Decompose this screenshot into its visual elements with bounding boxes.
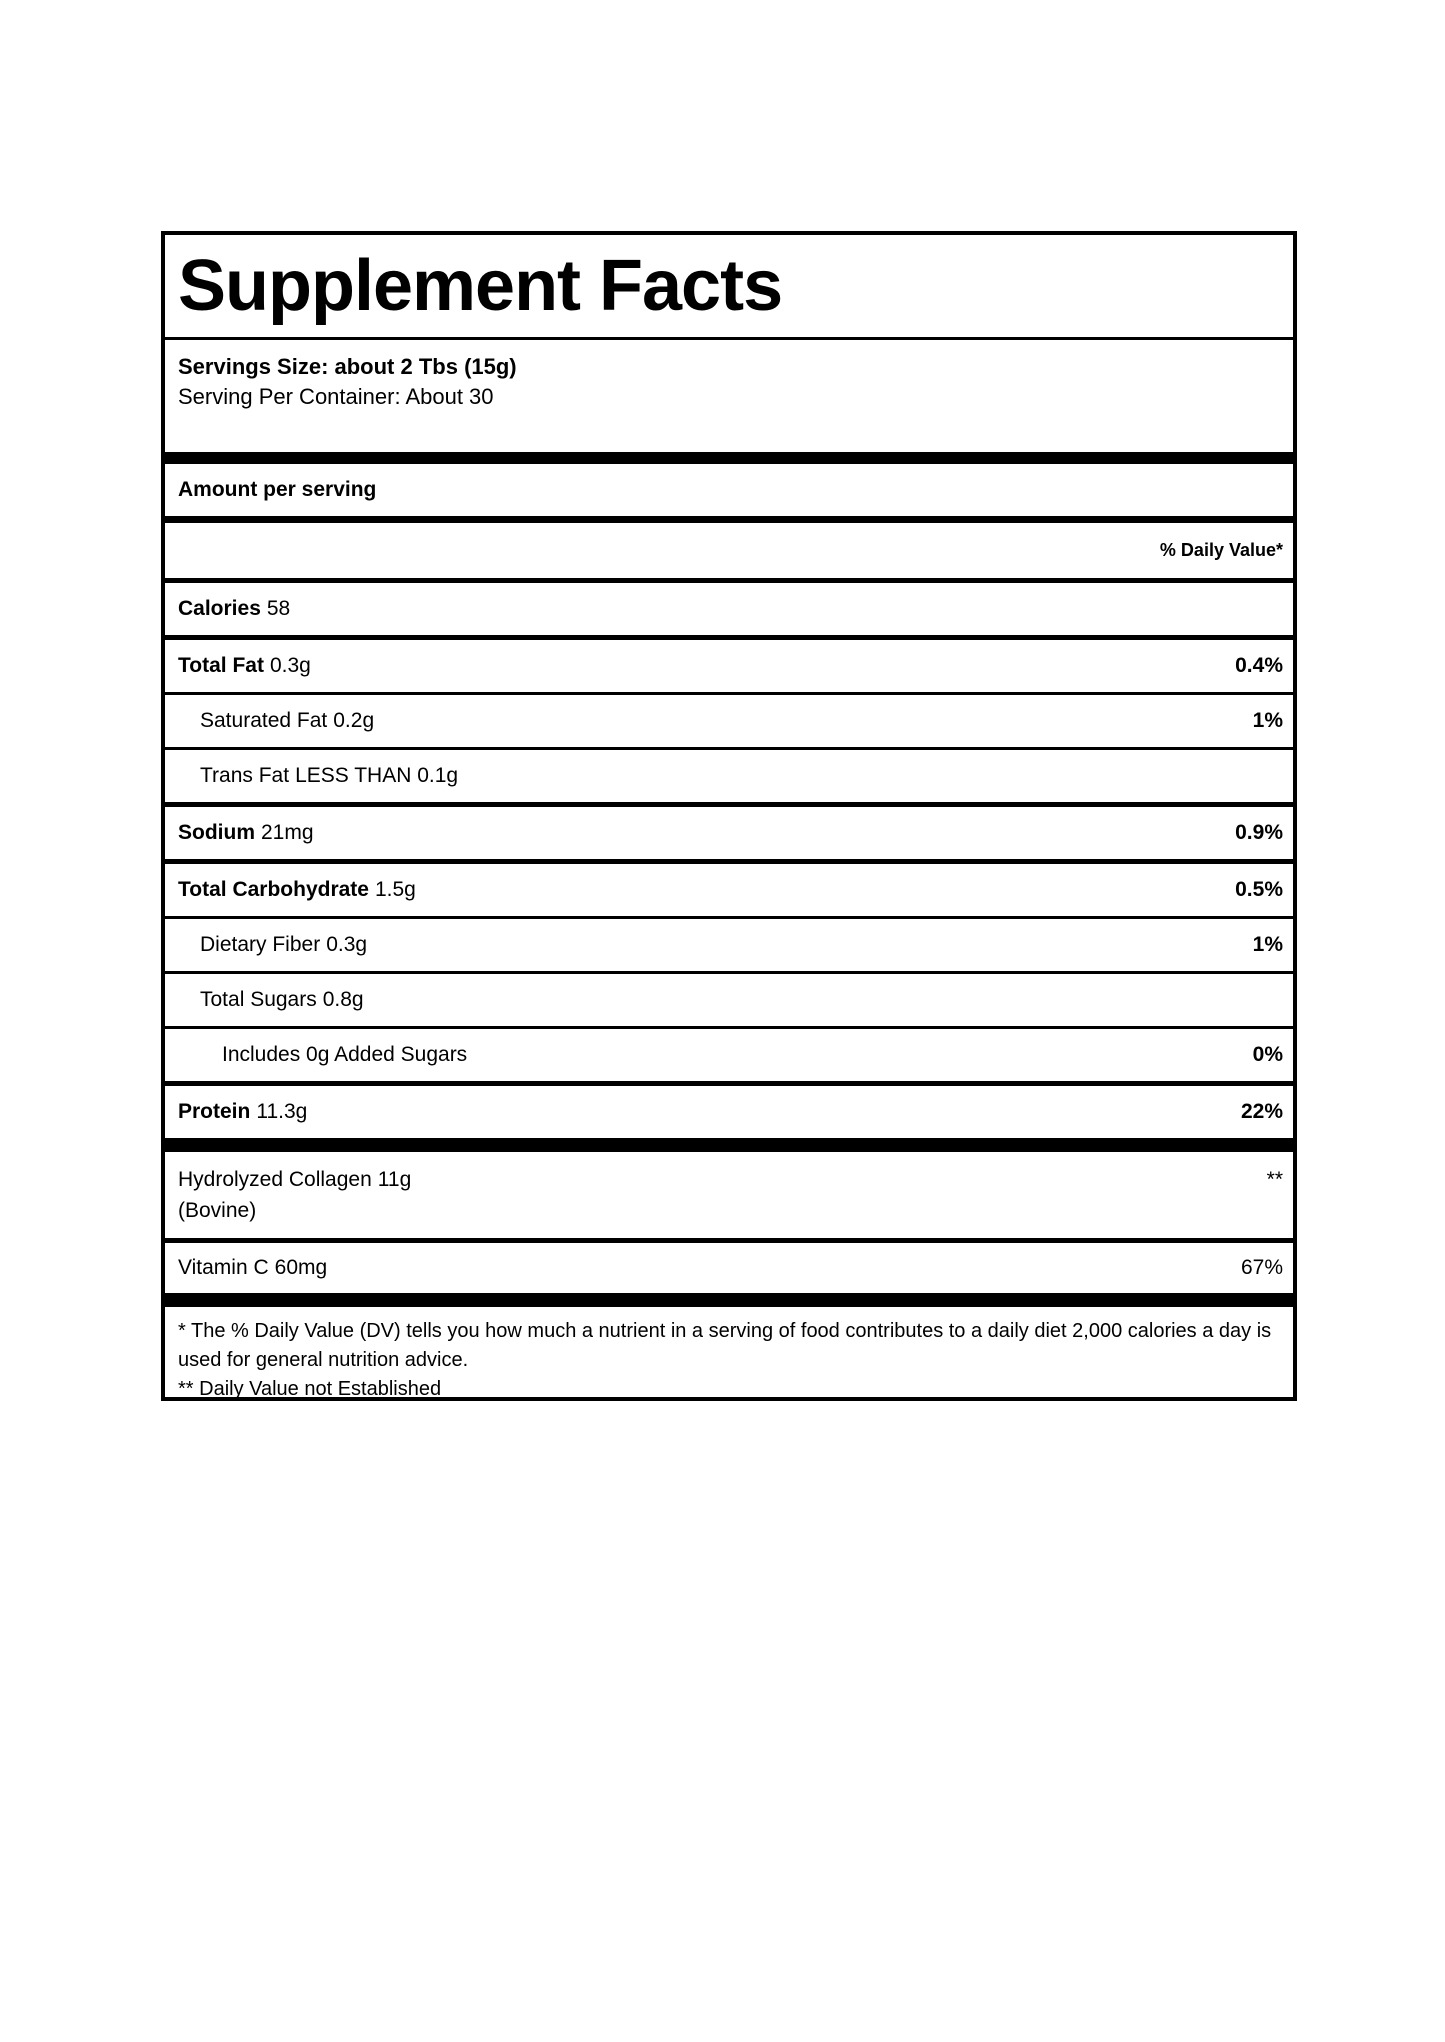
nutrient-amount: 21mg bbox=[261, 821, 314, 844]
separator-bar bbox=[165, 452, 1293, 464]
label-title: Supplement Facts bbox=[178, 246, 783, 326]
nutrient-name: Includes 0g Added Sugars bbox=[222, 1043, 468, 1066]
daily-value: 67% bbox=[1240, 1256, 1283, 1279]
footnote-daily-value-text: * The % Daily Value (DV) tells you how much a nutrient in a serving of food contributes to a daily diet 2,000 calories a day is used for general nutrition advice. bbox=[178, 1320, 1272, 1371]
row-trans-fat bbox=[165, 747, 1293, 802]
daily-value: ** bbox=[1266, 1168, 1283, 1191]
nutrient-amount: LESS THAN 0.1g bbox=[295, 764, 459, 787]
row-sodium bbox=[165, 802, 1293, 859]
amount-per-serving-heading: Amount per serving bbox=[178, 478, 377, 501]
nutrient-amount: 0.3g bbox=[326, 933, 368, 956]
nutrient-amount: 11g bbox=[377, 1168, 412, 1191]
row-hydrolyzed-collagen bbox=[165, 1152, 1293, 1238]
nutrient-name: Hydrolyzed Collagen bbox=[178, 1168, 372, 1191]
daily-value-header: % Daily Value* bbox=[165, 516, 1293, 578]
nutrient-name: Dietary Fiber bbox=[200, 933, 321, 956]
row-total-carbohydrate bbox=[165, 859, 1293, 916]
serving-info-section bbox=[165, 337, 1293, 452]
serving-size-text: Servings Size: about 2 Tbs (15g) bbox=[178, 354, 517, 379]
row-total-sugars bbox=[165, 971, 1293, 1026]
nutrient-name: Vitamin C bbox=[178, 1256, 269, 1279]
row-calories bbox=[165, 578, 1293, 635]
daily-value: 22% bbox=[1240, 1100, 1283, 1123]
nutrient-amount: 1.5g bbox=[374, 878, 416, 901]
row-added-sugars bbox=[165, 1026, 1293, 1081]
nutrient-name: Trans Fat bbox=[200, 764, 290, 787]
nutrient-name: Total Carbohydrate bbox=[178, 878, 369, 901]
nutrient-amount: 11.3g bbox=[256, 1100, 308, 1123]
nutrient-name: Calories bbox=[178, 597, 261, 620]
row-dietary-fiber bbox=[165, 916, 1293, 971]
daily-value: 0.9% bbox=[1235, 821, 1283, 844]
nutrient-amount: 0.3g bbox=[269, 654, 311, 677]
row-saturated-fat bbox=[165, 692, 1293, 747]
servings-per-container-text: Serving Per Container: About 30 bbox=[178, 384, 494, 409]
footnote-not-established-text: ** Daily Value not Established bbox=[178, 1378, 442, 1400]
nutrient-name: Protein bbox=[178, 1100, 251, 1123]
row-vitamin-c bbox=[165, 1238, 1293, 1293]
nutrient-amount: 60mg bbox=[274, 1256, 328, 1279]
daily-value: 1% bbox=[1252, 933, 1283, 956]
row-protein bbox=[165, 1081, 1293, 1138]
nutrient-name: Total Sugars bbox=[200, 988, 317, 1011]
separator-bar bbox=[165, 1293, 1293, 1307]
nutrient-name: Sodium bbox=[178, 821, 255, 844]
daily-value: 0% bbox=[1252, 1043, 1283, 1066]
nutrient-name: Saturated Fat bbox=[200, 709, 328, 732]
supplement-facts-label bbox=[161, 231, 1297, 1401]
nutrient-amount: 0.2g bbox=[333, 709, 375, 732]
footnote-section bbox=[165, 1307, 1293, 1400]
nutrient-name: Total Fat bbox=[178, 654, 264, 677]
nutrient-name-secondary: (Bovine) bbox=[178, 1199, 257, 1222]
nutrient-amount: 0.8g bbox=[322, 988, 364, 1011]
label-title-section bbox=[165, 235, 1293, 337]
daily-value: 0.4% bbox=[1235, 654, 1283, 677]
nutrient-amount: 58 bbox=[266, 597, 291, 620]
daily-value: 1% bbox=[1252, 709, 1283, 732]
daily-value: 0.5% bbox=[1235, 878, 1283, 901]
row-total-fat bbox=[165, 635, 1293, 692]
separator-bar bbox=[165, 1138, 1293, 1152]
